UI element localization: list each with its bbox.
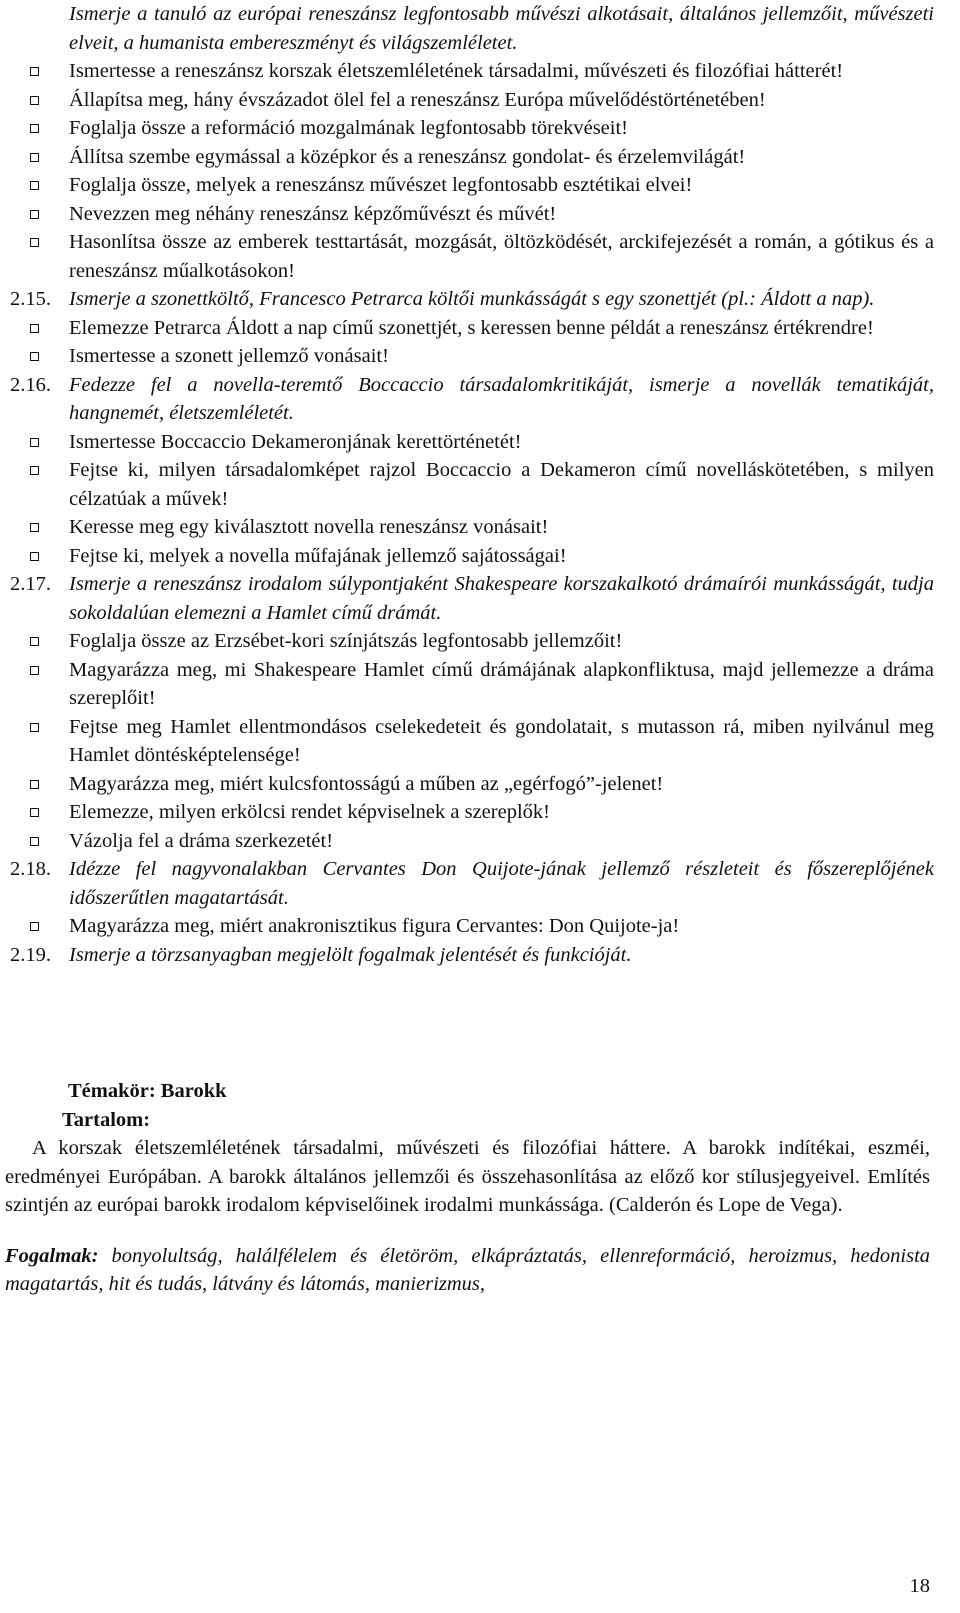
checklist-item-text: Állapítsa meg, hány évszázadot ölel fel a reneszánsz Európa művelődéstörténetében!: [69, 88, 766, 111]
terms-paragraph: [5, 1242, 930, 1299]
objective-section: [0, 570, 934, 627]
terms-label: Fogalmak:: [5, 1244, 99, 1267]
checkbox-square-icon: [30, 324, 39, 333]
checklist-item-text: Foglalja össze a reformáció mozgalmának legfontosabb törekvéseit!: [69, 117, 628, 139]
content-label: Tartalom:: [62, 1108, 151, 1131]
checklist-item: [0, 542, 934, 571]
objective-section: [0, 285, 934, 314]
checkbox-square-icon: [30, 723, 39, 732]
checklist-item-text: Ismertesse a reneszánsz korszak életszemléletének társadalmi, művészeti és filozófiai hátterét!: [69, 60, 844, 82]
checklist-item-text: Keresse meg egy kiválasztott novella reneszánsz vonásait!: [69, 516, 549, 538]
checklist-item-text: Ismertesse a szonett jellemző vonásait!: [69, 345, 389, 367]
section-number: 2.17.: [10, 573, 51, 595]
topic-heading: Témakör: Barokk: [68, 1080, 227, 1102]
checklist-item: [0, 513, 934, 542]
checklist-item: [0, 798, 934, 827]
section-objective: Ismerje a törzsanyagban megjelölt fogalmak jelentését és funkcióját.: [69, 943, 632, 966]
checklist-item: [0, 627, 934, 656]
checkbox-square-icon: [30, 780, 39, 789]
section-objective: Ismerje a reneszánsz irodalom súlypontjaként Shakespeare korszakalkotó drámaírói munkásságát, tudja sokoldalúan elemezni a Hamlet című drámát.: [69, 573, 934, 624]
checklist-item-text: Ismertesse Boccaccio Dekameronjának kerettörténetét!: [69, 430, 522, 453]
checklist-item: [0, 456, 934, 513]
checklist-item-text: Fejtse meg Hamlet ellentmondásos cselekedeteit és gondolatait, s mutasson rá, miben nyilvánul meg Hamlet döntésképtelensége!: [69, 715, 934, 766]
checkbox-square-icon: [30, 637, 39, 646]
checklist-item-text: Hasonlítsa össze az emberek testtartását, mozgását, öltözködését, arckifejezését a román, a gótikus és a reneszánsz műalkotásokon!: [69, 231, 934, 282]
checklist-item: [0, 428, 934, 457]
checkbox-square-icon: [30, 67, 39, 76]
checklist-item-text: Foglalja össze, melyek a reneszánsz művészet legfontosabb esztétikai elvei!: [69, 174, 693, 196]
checklist-item: [0, 143, 934, 172]
checkbox-square-icon: [30, 238, 39, 247]
checklist-item: [0, 314, 934, 343]
checkbox-square-icon: [30, 438, 39, 447]
terms-text: bonyolultság, halálfélelem és életöröm, elkápráztatás, ellenreformáció, heroizmus, hedonista magatartás, hit és tudás, látvány és látomás, manierizmus,: [5, 1244, 931, 1295]
checkbox-square-icon: [30, 552, 39, 561]
checklist-item-text: Magyarázza meg, mi Shakespeare Hamlet című drámájának alapkonfliktusa, majd jellemezze a dráma szereplőit!: [69, 658, 934, 709]
checkbox-square-icon: [30, 808, 39, 817]
checklist-item-text: Fejtse ki, melyek a novella műfajának jellemző sajátosságai!: [69, 544, 567, 567]
checkbox-square-icon: [30, 352, 39, 361]
checklist-item-text: Vázolja fel a dráma szerkezetét!: [69, 829, 334, 852]
checklist-item: [0, 114, 934, 143]
checklist-item-text: Állítsa szembe egymással a középkor és a reneszánsz gondolat- és érzelemvilágát!: [69, 145, 746, 168]
checklist-item: [0, 656, 934, 713]
checklist-item-text: Foglalja össze az Erzsébet-kori színjátszás legfontosabb jellemzőit!: [69, 630, 623, 652]
sections: [0, 285, 960, 969]
checklist-item-text: Elemezze Petrarca Áldott a nap című szonettjét, s keressen benne példát a reneszánsz értékrendre!: [69, 316, 874, 339]
section-objective: Idézze fel nagyvonalakban Cervantes Don Quijote-jának jellemző részleteit és főszereplőjének időszerűtlen magatartását.: [69, 858, 934, 909]
intro-paragraph: Ismerje a tanuló az európai reneszánsz legfontosabb művészi alkotásait, általános jellemzőit, művészeti elveit, a humanista embereszményt és világszemléletet.: [69, 3, 934, 54]
objective-section: [0, 371, 934, 428]
checklist-item: [0, 912, 934, 941]
checklist-item: [0, 827, 934, 856]
page-number: 18: [909, 1575, 930, 1597]
checklist-item: [0, 713, 934, 770]
section-number: 2.19.: [10, 943, 51, 966]
checklist-item: [0, 200, 934, 229]
section-objective: Fedezze fel a novella-teremtő Boccaccio társadalomkritikáját, ismerje a novellák tematikáját, hangnemét, életszemléletét.: [69, 373, 934, 424]
content-paragraph: A korszak életszemléletének társadalmi, művészeti és filozófiai háttere. A barokk indítékai, eszméi, eredményei Európában. A barokk általános jellemzői és összehasonlítása az előző kor stílusjegyeivel. Említés szintjén az európai barokk irodalom képviselőinek irodalmi munkássága. (Calderón és Lope de Vega).: [5, 1137, 930, 1216]
checkbox-square-icon: [30, 523, 39, 532]
objective-section: [0, 855, 934, 912]
checklist-item: [0, 57, 934, 86]
checklist-item-text: Magyarázza meg, miért anakronisztikus figura Cervantes: Don Quijote-ja!: [69, 915, 680, 937]
checkbox-square-icon: [30, 181, 39, 190]
checkbox-square-icon: [30, 153, 39, 162]
checkbox-square-icon: [30, 666, 39, 675]
checkbox-square-icon: [30, 124, 39, 133]
checkbox-square-icon: [30, 466, 39, 475]
checkbox-square-icon: [30, 922, 39, 931]
checklist-item: [0, 770, 934, 799]
section-objective: Ismerje a szonettköltő, Francesco Petrarca költői munkásságát s egy szonettjét (pl.: Áldott a nap).: [69, 288, 875, 310]
checklist-item: [0, 342, 934, 371]
checklist-item-text: Magyarázza meg, miért kulcsfontosságú a műben az „egérfogó”-jelenet!: [69, 772, 664, 795]
section-number: 2.18.: [10, 858, 51, 880]
checkbox-square-icon: [30, 210, 39, 219]
section-number: 2.15.: [10, 288, 51, 310]
checklist-item: [0, 86, 934, 115]
checklist-item: [0, 228, 934, 285]
checkbox-square-icon: [30, 837, 39, 846]
checklist-item: [0, 171, 934, 200]
checklist-item-text: Elemezze, milyen erkölcsi rendet képviselnek a szereplők!: [69, 801, 550, 823]
section-number: 2.16.: [10, 373, 51, 396]
checklist-item-text: Nevezzen meg néhány reneszánsz képzőművészt és művét!: [69, 202, 557, 225]
checklist-a: [0, 57, 960, 285]
checkbox-square-icon: [30, 96, 39, 105]
checklist-item-text: Fejtse ki, milyen társadalomképet rajzol Boccaccio a Dekameron című novelláskötetében, s milyen célzatúak a művek!: [69, 459, 934, 510]
objective-section: [0, 941, 934, 970]
